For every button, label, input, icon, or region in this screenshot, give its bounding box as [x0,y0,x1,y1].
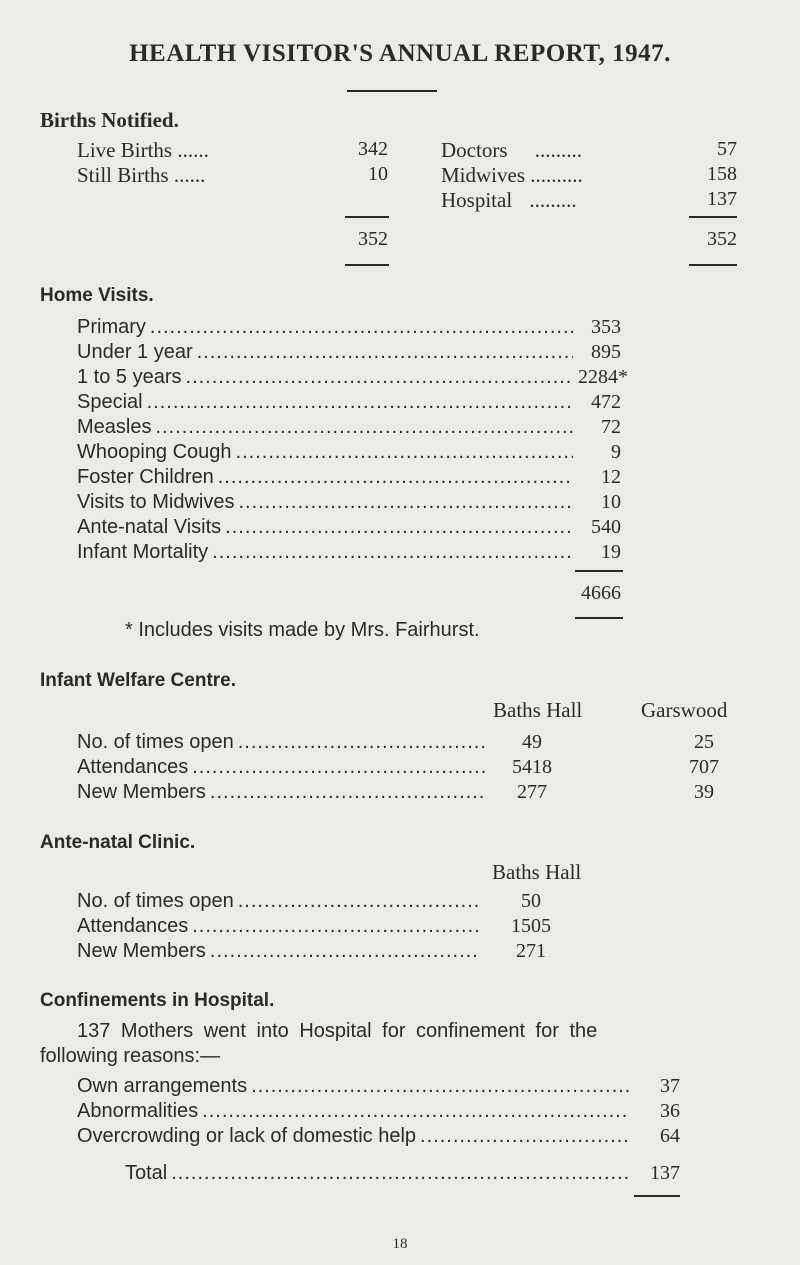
list-item-value: 12 [601,466,621,488]
table-row: Own arrangements ..... [77,1075,634,1102]
table-cell: 50 [521,890,541,912]
table-row: Attendances ..... [77,756,490,783]
list-item-value: 895 [591,341,621,363]
table-cell: 64 [660,1125,680,1147]
table-row: No. of times open ..... [77,890,483,917]
list-item-value: 72 [601,416,621,438]
still-births-label: Still Births ...... [77,163,206,187]
infant-welfare-col-garswood: Garswood [641,698,728,722]
infant-welfare-heading: Infant Welfare Centre. [40,670,237,691]
table-row: New Members ..... [77,940,483,967]
list-item: 1 to 5 years ..... [77,366,577,393]
infant-welfare-col-baths-hall: Baths Hall [493,698,583,722]
table-cell: 271 [516,940,546,962]
midwives-label: Midwives .......... [441,163,583,187]
list-item-value: 2284* [578,366,628,388]
list-item-value: 353 [591,316,621,338]
list-item-value: 540 [591,516,621,538]
table-row: Overcrowding or lack of domestic help ..... [77,1125,634,1152]
births-right-total: 352 [707,228,737,250]
table-cell: 37 [660,1075,680,1097]
births-left-rule-bottom [345,264,389,266]
home-visits-rule-bottom [575,617,623,619]
table-cell: 707 [689,756,719,778]
title-rule [347,90,437,92]
live-births-label: Live Births ...... [77,138,209,162]
doctors-value: 57 [717,138,737,160]
confinements-total-rule [634,1195,680,1197]
confinements-paragraph-line1: 137 Mothers went into Hospital for confinement for the [77,1020,598,1042]
antenatal-col-baths-hall: Baths Hall [492,860,582,884]
list-item: Whooping Cough ..... [77,441,577,468]
home-visits-heading: Home Visits. [40,285,154,306]
list-item: Ante-natal Visits ..... [77,516,577,543]
list-item-value: 19 [601,541,621,563]
births-left-total: 352 [358,228,388,250]
total-value: 137 [650,1162,680,1184]
births-right-rule-bottom [689,264,737,266]
table-row: New Members ..... [77,781,490,808]
births-left-rule-top [345,216,389,218]
confinements-paragraph-line2: following reasons:— [40,1045,221,1067]
table-cell: 277 [517,781,547,803]
hospital-value: 137 [707,188,737,210]
home-visits-total: 4666 [581,582,621,604]
total-row: Total ..... [125,1162,634,1189]
hospital-label: Hospital ......... [441,188,577,212]
table-cell: 36 [660,1100,680,1122]
page-title: HEALTH VISITOR'S ANNUAL REPORT, 1947. [129,40,671,67]
births-heading: Births Notified. [40,108,179,132]
table-cell: 49 [522,731,542,753]
list-item-value: 472 [591,391,621,413]
midwives-value: 158 [707,163,737,185]
list-item: Infant Mortality ..... [77,541,577,568]
home-visits-rule-top [575,570,623,572]
list-item: Visits to Midwives ..... [77,491,577,518]
confinements-heading: Confinements in Hospital. [40,990,275,1011]
doctors-label: Doctors ......... [441,138,582,162]
page-number: 18 [392,1236,408,1252]
table-cell: 39 [694,781,714,803]
live-births-value: 342 [358,138,388,160]
list-item-value: 10 [601,491,621,513]
list-item: Measles ..... [77,416,577,443]
home-visits-footnote: * Includes visits made by Mrs. Fairhurst. [125,619,480,641]
table-cell: 1505 [511,915,551,937]
table-row: No. of times open ..... [77,731,490,758]
table-cell: 5418 [512,756,552,778]
still-births-value: 10 [368,163,388,185]
list-item: Under 1 year ..... [77,341,577,368]
list-item: Special ..... [77,391,577,418]
births-right-rule-top [689,216,737,218]
list-item: Foster Children ..... [77,466,577,493]
list-item: Primary ..... [77,316,577,343]
table-cell: 25 [694,731,714,753]
list-item-value: 9 [611,441,621,463]
antenatal-heading: Ante-natal Clinic. [40,832,196,853]
table-row: Abnormalities ..... [77,1100,634,1127]
table-row: Attendances ..... [77,915,483,942]
